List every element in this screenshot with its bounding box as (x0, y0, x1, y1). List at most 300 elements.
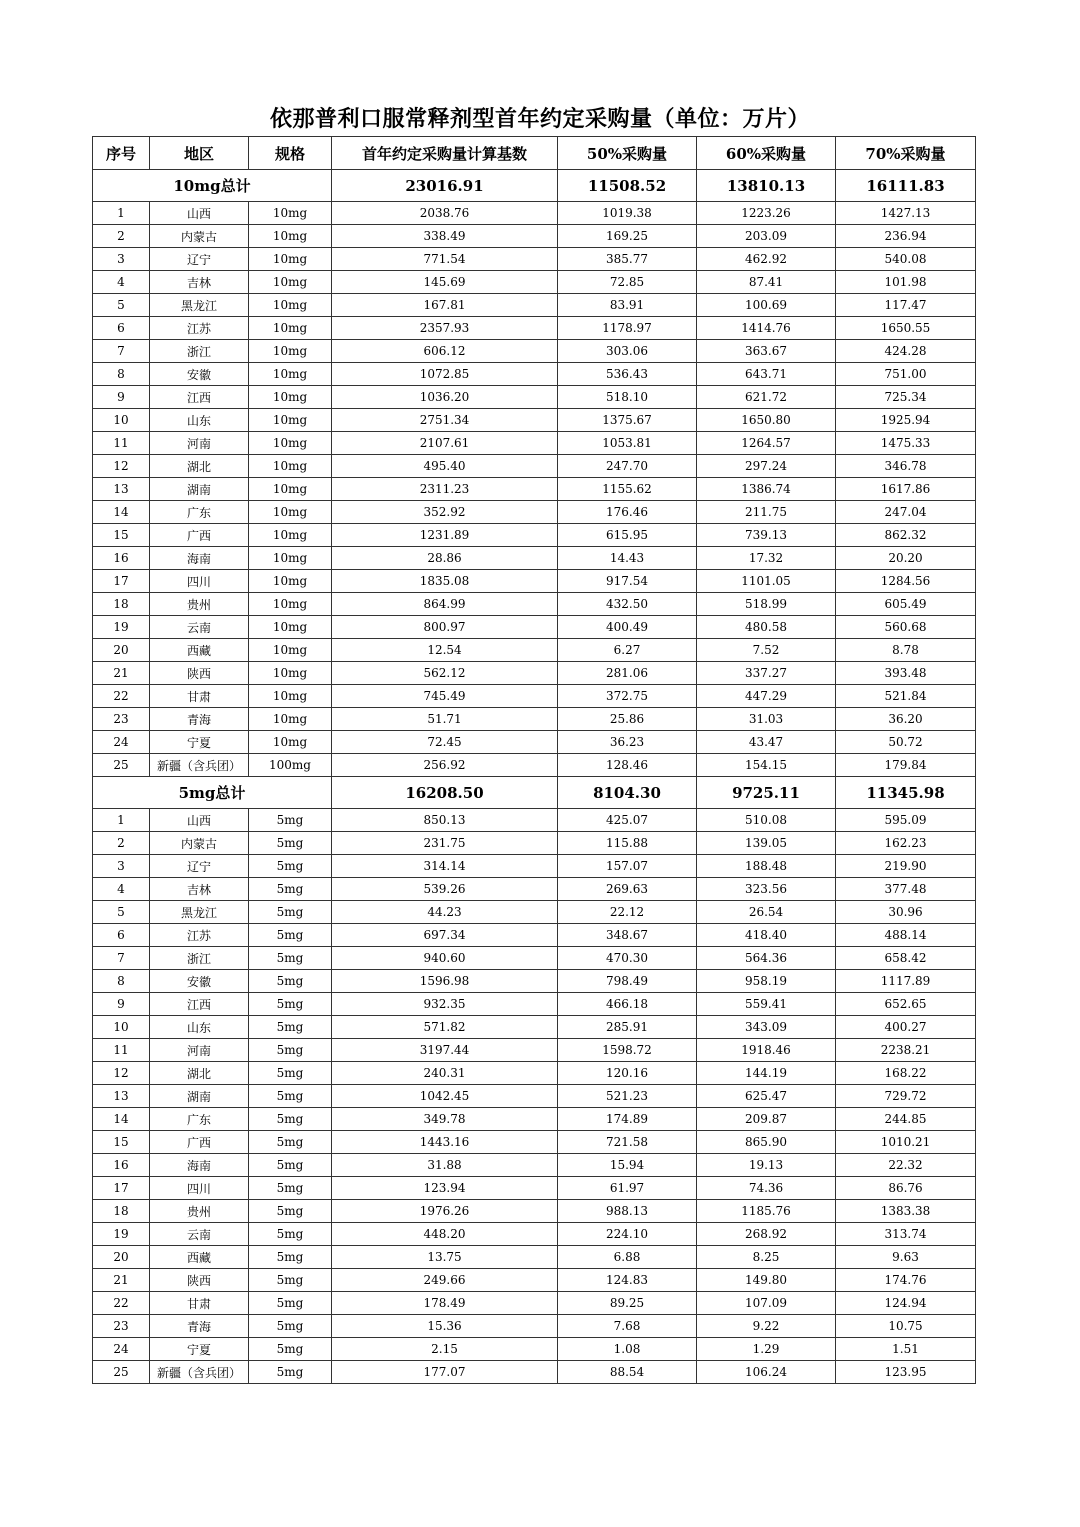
base-quantity-cell: 562.12 (332, 662, 558, 685)
qty-50pct-cell: 400.49 (558, 616, 697, 639)
spec-cell: 5mg (249, 809, 332, 832)
qty-60pct-cell: 74.36 (697, 1177, 836, 1200)
base-quantity-cell: 51.71 (332, 708, 558, 731)
qty-60pct-cell: 107.09 (697, 1292, 836, 1315)
spec-cell: 10mg (249, 317, 332, 340)
region-cell: 江西 (150, 386, 249, 409)
qty-70pct-cell: 729.72 (836, 1085, 976, 1108)
region-cell: 陕西 (150, 1269, 249, 1292)
spec-cell: 10mg (249, 386, 332, 409)
spec-cell: 10mg (249, 478, 332, 501)
qty-60pct-cell: 19.13 (697, 1154, 836, 1177)
spec-cell: 5mg (249, 1016, 332, 1039)
base-quantity-cell: 1042.45 (332, 1085, 558, 1108)
header-spec: 规格 (249, 137, 332, 170)
table-row (93, 993, 976, 1016)
qty-70pct-cell: 22.32 (836, 1154, 976, 1177)
qty-50pct-cell: 247.70 (558, 455, 697, 478)
region-cell: 新疆（含兵团） (150, 754, 249, 777)
base-quantity-cell: 256.92 (332, 754, 558, 777)
table-row (93, 685, 976, 708)
spec-cell: 5mg (249, 1315, 332, 1338)
qty-70pct-cell: 50.72 (836, 731, 976, 754)
spec-cell: 5mg (249, 924, 332, 947)
spec-cell: 10mg (249, 225, 332, 248)
base-quantity-cell: 249.66 (332, 1269, 558, 1292)
qty-50pct-cell: 1598.72 (558, 1039, 697, 1062)
table-row (93, 432, 976, 455)
qty-50pct-cell: 470.30 (558, 947, 697, 970)
row-index-cell: 8 (93, 363, 150, 386)
qty-60pct-cell: 363.67 (697, 340, 836, 363)
qty-70pct-cell: 123.95 (836, 1361, 976, 1384)
qty-60pct-cell: 1650.80 (697, 409, 836, 432)
region-cell: 浙江 (150, 340, 249, 363)
qty-70pct-cell: 540.08 (836, 248, 976, 271)
qty-70pct-cell: 346.78 (836, 455, 976, 478)
qty-70pct-cell: 377.48 (836, 878, 976, 901)
base-quantity-cell: 864.99 (332, 593, 558, 616)
spec-cell: 10mg (249, 432, 332, 455)
row-index-cell: 11 (93, 432, 150, 455)
qty-70pct-cell: 313.74 (836, 1223, 976, 1246)
qty-50pct-cell: 521.23 (558, 1085, 697, 1108)
table-row (93, 1085, 976, 1108)
table-row (93, 1223, 976, 1246)
qty-50pct-cell: 72.85 (558, 271, 697, 294)
spec-cell: 5mg (249, 1177, 332, 1200)
qty-70pct-cell: 124.94 (836, 1292, 976, 1315)
qty-60pct-cell: 9.22 (697, 1315, 836, 1338)
header-base-quantity: 首年约定采购量计算基数 (332, 137, 558, 170)
base-quantity-cell: 231.75 (332, 832, 558, 855)
qty-60pct-cell: 100.69 (697, 294, 836, 317)
region-cell: 河南 (150, 432, 249, 455)
qty-70pct-cell: 162.23 (836, 832, 976, 855)
base-quantity-cell: 1976.26 (332, 1200, 558, 1223)
table-row (93, 1108, 976, 1131)
region-cell: 山西 (150, 809, 249, 832)
row-index-cell: 4 (93, 878, 150, 901)
base-quantity-cell: 2311.23 (332, 478, 558, 501)
row-index-cell: 6 (93, 317, 150, 340)
qty-50pct-cell: 169.25 (558, 225, 697, 248)
spec-cell: 5mg (249, 1223, 332, 1246)
region-cell: 陕西 (150, 662, 249, 685)
region-cell: 辽宁 (150, 248, 249, 271)
spec-cell: 10mg (249, 593, 332, 616)
qty-50pct-cell: 61.97 (558, 1177, 697, 1200)
region-cell: 湖南 (150, 1085, 249, 1108)
spec-cell: 10mg (249, 524, 332, 547)
row-index-cell: 7 (93, 947, 150, 970)
region-cell: 四川 (150, 570, 249, 593)
header-region: 地区 (150, 137, 249, 170)
region-cell: 江苏 (150, 924, 249, 947)
qty-70pct-cell: 1427.13 (836, 202, 976, 225)
qty-60pct-cell: 7.52 (697, 639, 836, 662)
region-cell: 吉林 (150, 878, 249, 901)
row-index-cell: 9 (93, 386, 150, 409)
spec-cell: 5mg (249, 1338, 332, 1361)
spec-cell: 5mg (249, 1246, 332, 1269)
qty-70pct-cell: 1383.38 (836, 1200, 976, 1223)
region-cell: 安徽 (150, 363, 249, 386)
spec-cell: 5mg (249, 993, 332, 1016)
qty-60pct-cell: 106.24 (697, 1361, 836, 1384)
qty-60pct-cell: 8.25 (697, 1246, 836, 1269)
region-cell: 广东 (150, 1108, 249, 1131)
base-quantity-cell: 13.75 (332, 1246, 558, 1269)
table-row (93, 1269, 976, 1292)
row-index-cell: 20 (93, 1246, 150, 1269)
region-cell: 贵州 (150, 1200, 249, 1223)
qty-70pct-cell: 1.51 (836, 1338, 976, 1361)
qty-50pct-cell: 721.58 (558, 1131, 697, 1154)
base-quantity-cell: 2107.61 (332, 432, 558, 455)
qty-60pct-cell: 43.47 (697, 731, 836, 754)
qty-70pct-cell: 179.84 (836, 754, 976, 777)
qty-60pct-cell: 462.92 (697, 248, 836, 271)
qty-70pct-cell: 1617.86 (836, 478, 976, 501)
row-index-cell: 12 (93, 455, 150, 478)
table-row (93, 225, 976, 248)
spec-cell: 10mg (249, 662, 332, 685)
row-index-cell: 23 (93, 1315, 150, 1338)
region-cell: 黑龙江 (150, 294, 249, 317)
qty-60pct-cell: 188.48 (697, 855, 836, 878)
table-row (93, 409, 976, 432)
qty-60pct-cell: 154.15 (697, 754, 836, 777)
row-index-cell: 2 (93, 225, 150, 248)
region-cell: 山东 (150, 409, 249, 432)
spec-cell: 5mg (249, 1062, 332, 1085)
table-row (93, 924, 976, 947)
table-row (93, 1200, 976, 1223)
row-index-cell: 22 (93, 685, 150, 708)
qty-70pct-cell: 10.75 (836, 1315, 976, 1338)
spec-cell: 10mg (249, 616, 332, 639)
base-quantity-cell: 1443.16 (332, 1131, 558, 1154)
qty-70pct-cell: 117.47 (836, 294, 976, 317)
table-row (93, 1177, 976, 1200)
base-quantity-cell: 1596.98 (332, 970, 558, 993)
qty-70pct-cell: 1925.94 (836, 409, 976, 432)
region-cell: 内蒙古 (150, 832, 249, 855)
spec-cell: 100mg (249, 754, 332, 777)
table-row (93, 855, 976, 878)
qty-50pct-cell: 15.94 (558, 1154, 697, 1177)
table-row (93, 593, 976, 616)
qty-60pct-cell: 1185.76 (697, 1200, 836, 1223)
table-row (93, 970, 976, 993)
qty-70pct-cell: 658.42 (836, 947, 976, 970)
qty-50pct-cell: 36.23 (558, 731, 697, 754)
group-total-qty-70pct: 11345.98 (836, 777, 976, 809)
qty-60pct-cell: 343.09 (697, 1016, 836, 1039)
row-index-cell: 21 (93, 662, 150, 685)
region-cell: 四川 (150, 1177, 249, 1200)
spec-cell: 10mg (249, 271, 332, 294)
spec-cell: 10mg (249, 570, 332, 593)
qty-50pct-cell: 157.07 (558, 855, 697, 878)
region-cell: 山西 (150, 202, 249, 225)
row-index-cell: 21 (93, 1269, 150, 1292)
qty-60pct-cell: 510.08 (697, 809, 836, 832)
region-cell: 宁夏 (150, 731, 249, 754)
qty-60pct-cell: 621.72 (697, 386, 836, 409)
qty-50pct-cell: 432.50 (558, 593, 697, 616)
qty-60pct-cell: 1386.74 (697, 478, 836, 501)
row-index-cell: 3 (93, 855, 150, 878)
base-quantity-cell: 2.15 (332, 1338, 558, 1361)
spec-cell: 5mg (249, 947, 332, 970)
region-cell: 广西 (150, 524, 249, 547)
table-row (93, 455, 976, 478)
table-row (93, 501, 976, 524)
row-index-cell: 3 (93, 248, 150, 271)
qty-50pct-cell: 988.13 (558, 1200, 697, 1223)
spec-cell: 5mg (249, 1131, 332, 1154)
spec-cell: 10mg (249, 639, 332, 662)
region-cell: 浙江 (150, 947, 249, 970)
qty-60pct-cell: 643.71 (697, 363, 836, 386)
qty-50pct-cell: 518.10 (558, 386, 697, 409)
table-row (93, 386, 976, 409)
header-60pct: 60%采购量 (697, 137, 836, 170)
qty-50pct-cell: 536.43 (558, 363, 697, 386)
qty-50pct-cell: 83.91 (558, 294, 697, 317)
qty-70pct-cell: 236.94 (836, 225, 976, 248)
qty-60pct-cell: 268.92 (697, 1223, 836, 1246)
table-row (93, 547, 976, 570)
qty-50pct-cell: 615.95 (558, 524, 697, 547)
header-70pct: 70%采购量 (836, 137, 976, 170)
region-cell: 甘肃 (150, 685, 249, 708)
group-total-label: 10mg总计 (93, 170, 332, 202)
base-quantity-cell: 1231.89 (332, 524, 558, 547)
row-index-cell: 6 (93, 924, 150, 947)
base-quantity-cell: 495.40 (332, 455, 558, 478)
qty-60pct-cell: 958.19 (697, 970, 836, 993)
qty-50pct-cell: 176.46 (558, 501, 697, 524)
base-quantity-cell: 145.69 (332, 271, 558, 294)
qty-50pct-cell: 22.12 (558, 901, 697, 924)
qty-60pct-cell: 1918.46 (697, 1039, 836, 1062)
qty-60pct-cell: 297.24 (697, 455, 836, 478)
group-total-qty-50pct: 11508.52 (558, 170, 697, 202)
row-index-cell: 5 (93, 901, 150, 924)
table-row (93, 878, 976, 901)
qty-60pct-cell: 564.36 (697, 947, 836, 970)
row-index-cell: 18 (93, 1200, 150, 1223)
table-row (93, 1016, 976, 1039)
table-row (93, 202, 976, 225)
qty-60pct-cell: 149.80 (697, 1269, 836, 1292)
row-index-cell: 16 (93, 547, 150, 570)
qty-50pct-cell: 303.06 (558, 340, 697, 363)
row-index-cell: 12 (93, 1062, 150, 1085)
table-row (93, 1361, 976, 1384)
group-total-row (93, 170, 976, 202)
qty-50pct-cell: 174.89 (558, 1108, 697, 1131)
row-index-cell: 13 (93, 478, 150, 501)
row-index-cell: 15 (93, 524, 150, 547)
base-quantity-cell: 177.07 (332, 1361, 558, 1384)
region-cell: 吉林 (150, 271, 249, 294)
table-row (93, 248, 976, 271)
table-row (93, 639, 976, 662)
qty-50pct-cell: 128.46 (558, 754, 697, 777)
region-cell: 辽宁 (150, 855, 249, 878)
spec-cell: 10mg (249, 731, 332, 754)
region-cell: 青海 (150, 708, 249, 731)
region-cell: 安徽 (150, 970, 249, 993)
qty-70pct-cell: 174.76 (836, 1269, 976, 1292)
base-quantity-cell: 771.54 (332, 248, 558, 271)
row-index-cell: 2 (93, 832, 150, 855)
qty-50pct-cell: 1053.81 (558, 432, 697, 455)
spec-cell: 5mg (249, 1292, 332, 1315)
spec-cell: 5mg (249, 1269, 332, 1292)
table-body (93, 170, 976, 1384)
base-quantity-cell: 850.13 (332, 809, 558, 832)
spec-cell: 5mg (249, 1154, 332, 1177)
spec-cell: 10mg (249, 248, 332, 271)
qty-50pct-cell: 1155.62 (558, 478, 697, 501)
base-quantity-cell: 352.92 (332, 501, 558, 524)
spec-cell: 10mg (249, 202, 332, 225)
qty-50pct-cell: 124.83 (558, 1269, 697, 1292)
row-index-cell: 25 (93, 754, 150, 777)
qty-50pct-cell: 425.07 (558, 809, 697, 832)
table-row (93, 1338, 976, 1361)
row-index-cell: 25 (93, 1361, 150, 1384)
row-index-cell: 24 (93, 731, 150, 754)
row-index-cell: 18 (93, 593, 150, 616)
qty-70pct-cell: 244.85 (836, 1108, 976, 1131)
procurement-table (92, 136, 976, 1384)
spec-cell: 5mg (249, 901, 332, 924)
base-quantity-cell: 697.34 (332, 924, 558, 947)
qty-50pct-cell: 88.54 (558, 1361, 697, 1384)
table-row (93, 363, 976, 386)
qty-60pct-cell: 447.29 (697, 685, 836, 708)
table-row (93, 708, 976, 731)
spec-cell: 5mg (249, 970, 332, 993)
qty-60pct-cell: 203.09 (697, 225, 836, 248)
table-row (93, 754, 976, 777)
table-row (93, 832, 976, 855)
group-total-base-quantity: 16208.50 (332, 777, 558, 809)
table-row (93, 947, 976, 970)
row-index-cell: 17 (93, 1177, 150, 1200)
qty-70pct-cell: 86.76 (836, 1177, 976, 1200)
qty-70pct-cell: 393.48 (836, 662, 976, 685)
qty-60pct-cell: 480.58 (697, 616, 836, 639)
row-index-cell: 1 (93, 202, 150, 225)
group-total-base-quantity: 23016.91 (332, 170, 558, 202)
spec-cell: 10mg (249, 363, 332, 386)
region-cell: 海南 (150, 547, 249, 570)
spec-cell: 10mg (249, 708, 332, 731)
base-quantity-cell: 178.49 (332, 1292, 558, 1315)
qty-50pct-cell: 6.88 (558, 1246, 697, 1269)
qty-60pct-cell: 337.27 (697, 662, 836, 685)
group-total-qty-50pct: 8104.30 (558, 777, 697, 809)
spec-cell: 5mg (249, 832, 332, 855)
qty-60pct-cell: 211.75 (697, 501, 836, 524)
region-cell: 江西 (150, 993, 249, 1016)
qty-70pct-cell: 751.00 (836, 363, 976, 386)
row-index-cell: 7 (93, 340, 150, 363)
qty-70pct-cell: 30.96 (836, 901, 976, 924)
spec-cell: 5mg (249, 1085, 332, 1108)
table-row (93, 1315, 976, 1338)
qty-70pct-cell: 1284.56 (836, 570, 976, 593)
qty-60pct-cell: 139.05 (697, 832, 836, 855)
region-cell: 广东 (150, 501, 249, 524)
base-quantity-cell: 940.60 (332, 947, 558, 970)
spec-cell: 10mg (249, 455, 332, 478)
region-cell: 云南 (150, 616, 249, 639)
row-index-cell: 10 (93, 409, 150, 432)
qty-70pct-cell: 20.20 (836, 547, 976, 570)
row-index-cell: 14 (93, 501, 150, 524)
row-index-cell: 24 (93, 1338, 150, 1361)
qty-70pct-cell: 36.20 (836, 708, 976, 731)
header-50pct: 50%采购量 (558, 137, 697, 170)
region-cell: 新疆（含兵团） (150, 1361, 249, 1384)
qty-70pct-cell: 219.90 (836, 855, 976, 878)
row-index-cell: 16 (93, 1154, 150, 1177)
base-quantity-cell: 314.14 (332, 855, 558, 878)
qty-50pct-cell: 7.68 (558, 1315, 697, 1338)
qty-60pct-cell: 1414.76 (697, 317, 836, 340)
row-index-cell: 23 (93, 708, 150, 731)
header-index: 序号 (93, 137, 150, 170)
qty-50pct-cell: 269.63 (558, 878, 697, 901)
qty-60pct-cell: 739.13 (697, 524, 836, 547)
table-row (93, 616, 976, 639)
qty-60pct-cell: 1223.26 (697, 202, 836, 225)
qty-50pct-cell: 25.86 (558, 708, 697, 731)
spec-cell: 5mg (249, 855, 332, 878)
group-total-qty-60pct: 9725.11 (697, 777, 836, 809)
table-row (93, 1154, 976, 1177)
qty-60pct-cell: 418.40 (697, 924, 836, 947)
region-cell: 湖北 (150, 1062, 249, 1085)
qty-60pct-cell: 323.56 (697, 878, 836, 901)
row-index-cell: 19 (93, 1223, 150, 1246)
spec-cell: 5mg (249, 1108, 332, 1131)
base-quantity-cell: 539.26 (332, 878, 558, 901)
spec-cell: 5mg (249, 1200, 332, 1223)
base-quantity-cell: 338.49 (332, 225, 558, 248)
table-row (93, 901, 976, 924)
qty-70pct-cell: 560.68 (836, 616, 976, 639)
base-quantity-cell: 167.81 (332, 294, 558, 317)
qty-70pct-cell: 8.78 (836, 639, 976, 662)
base-quantity-cell: 12.54 (332, 639, 558, 662)
region-cell: 湖北 (150, 455, 249, 478)
table-row (93, 570, 976, 593)
table-row (93, 340, 976, 363)
qty-70pct-cell: 521.84 (836, 685, 976, 708)
region-cell: 甘肃 (150, 1292, 249, 1315)
table-row (93, 1062, 976, 1085)
qty-50pct-cell: 120.16 (558, 1062, 697, 1085)
